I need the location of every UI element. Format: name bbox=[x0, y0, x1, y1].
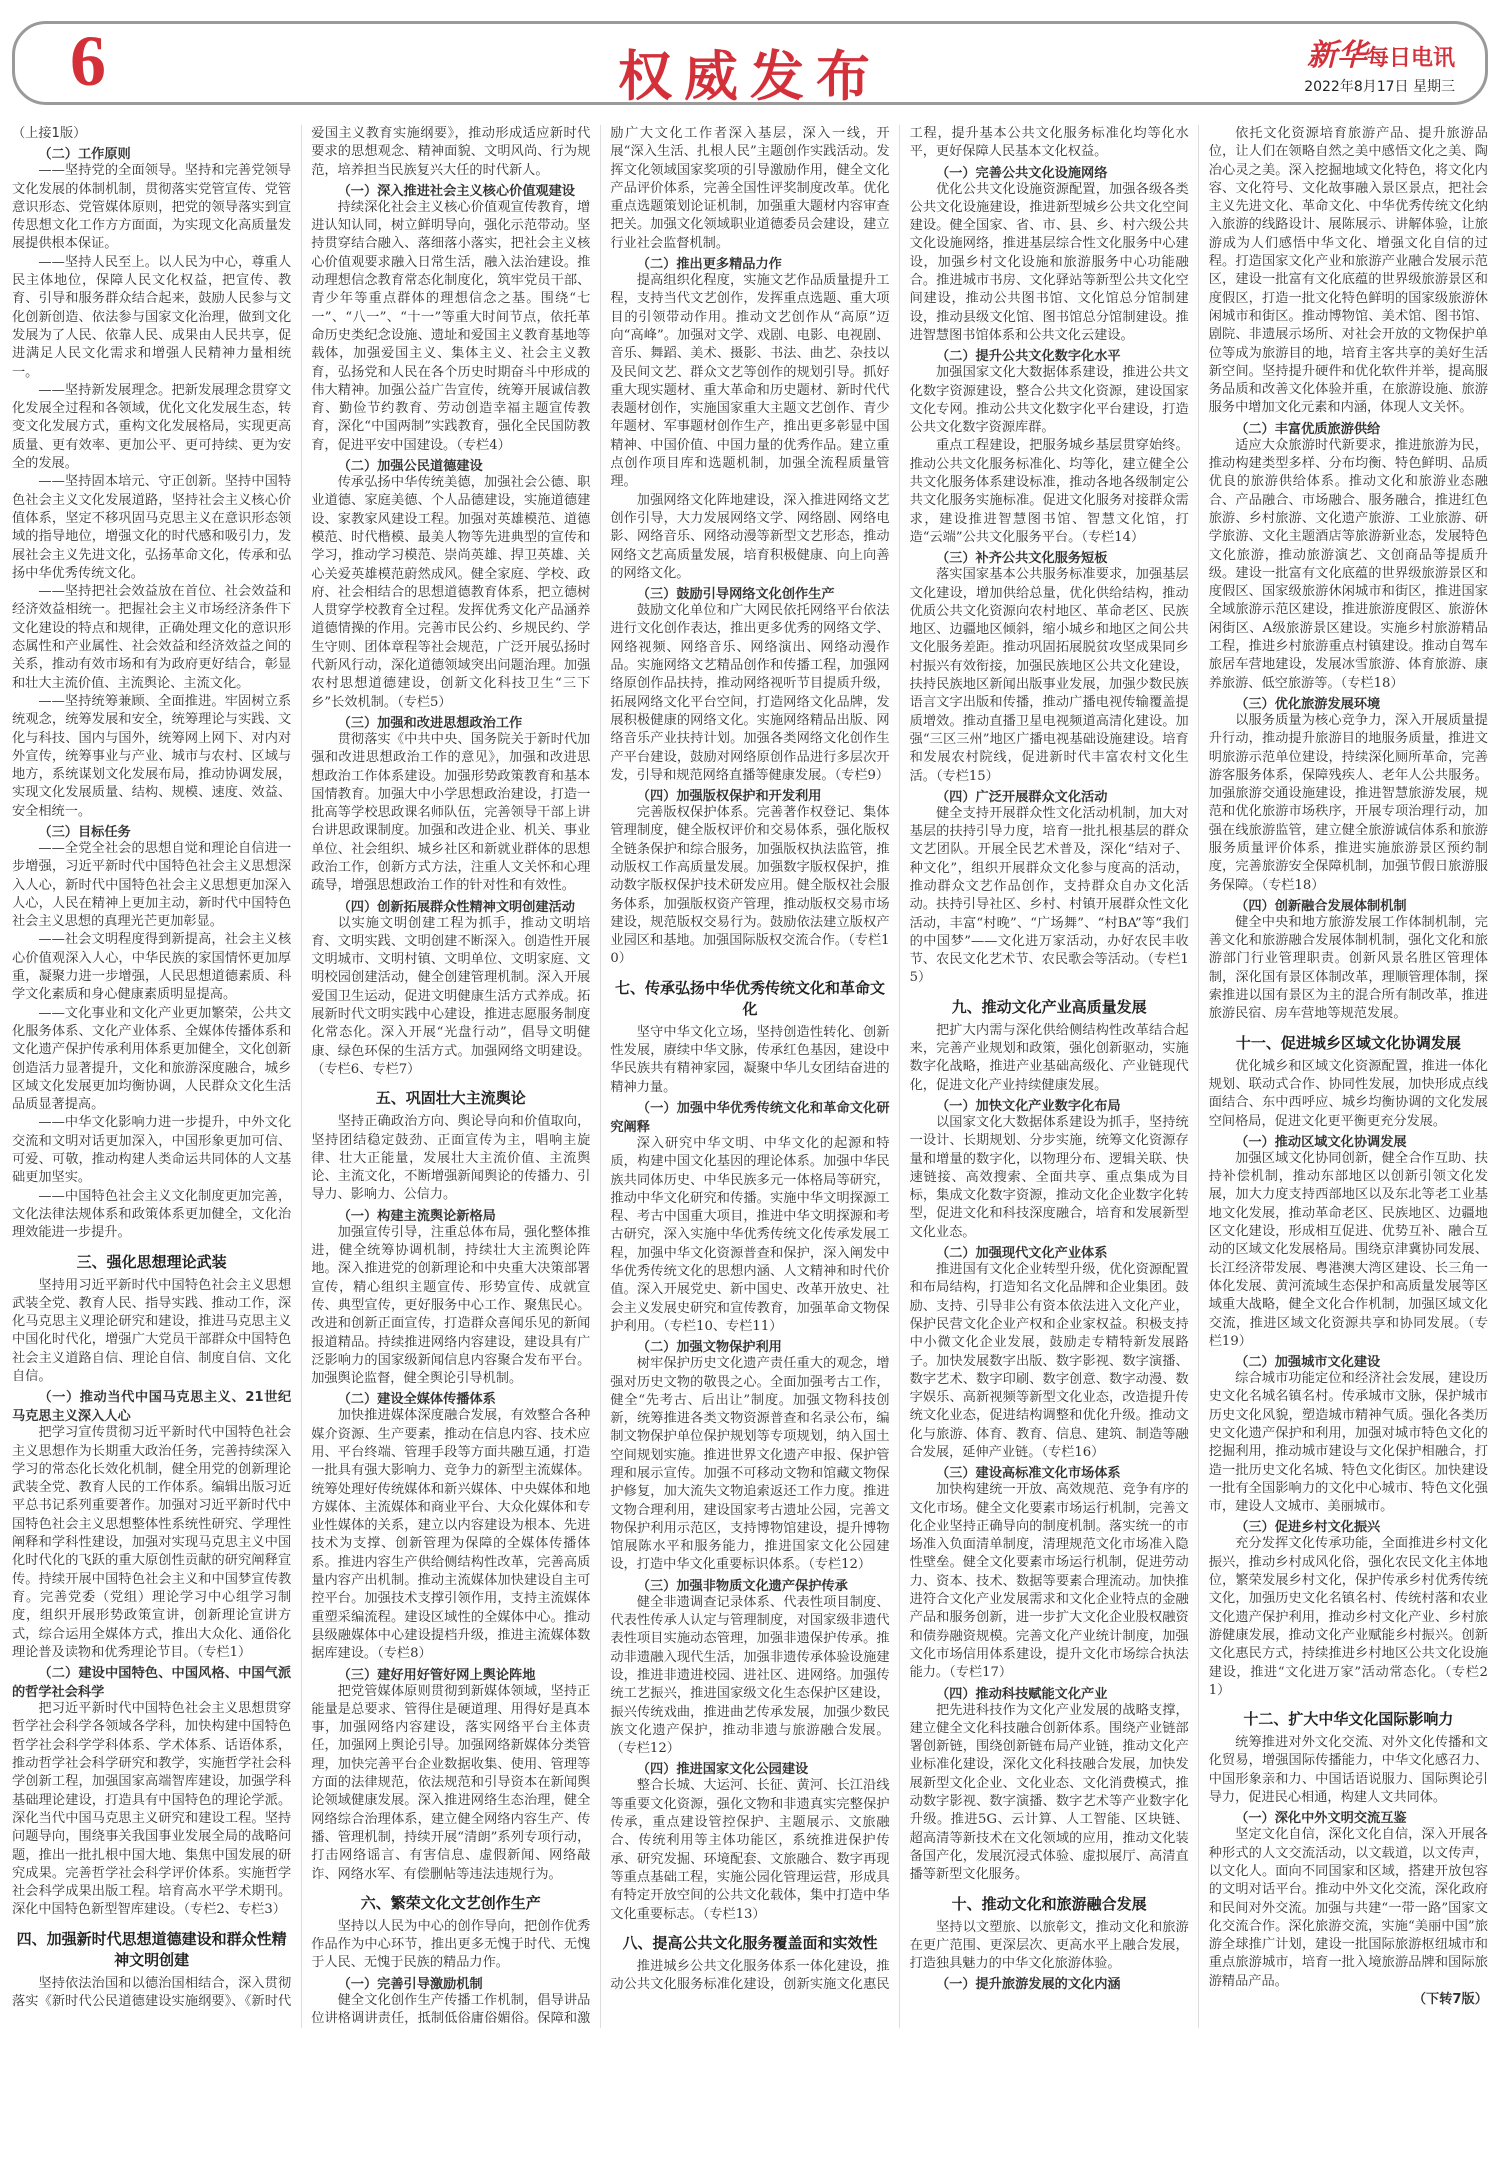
subsection-heading: （三）加强和改进思想政治工作 bbox=[337, 715, 523, 731]
article-body bbox=[12, 125, 1488, 2028]
subsection-heading: （一）加强中华优秀传统文化和革命文化研究阐释 bbox=[610, 1100, 890, 1135]
subsection-heading: （一）提升旅游发展的文化内涵 bbox=[935, 1977, 1121, 1993]
subsection-heading: （一）推动当代中国马克思主义、21世纪马克思主义深入人心 bbox=[12, 1390, 292, 1425]
paragraph: 把先进科技作为文化产业发展的战略支撑，建立健全文化科技融合创新体系。围绕产业链部署创新链，围绕创新链布局产业链，推动文化产业标准化建设，深化文化科技融合发展，加快发展新型文化企业、文化业态、文化消费模式，推动数字影视、数字演播、数字艺术等产业数字化升级。推进5G、云计算、人工智能、区块链、超高清等新技术在文化领域的应用，推动文化装备国产化，发展沉浸式体验、虚拟展厅、高清直播等新型文化服务。 bbox=[909, 1702, 1189, 1883]
paragraph: 把党管媒体原则贯彻到新媒体领域，坚持正能量是总要求、管得住是硬道理、用得好是真本事，加强网络内容建设，落实网络平台主体责任，加强网上舆论引导。加强网络新媒体分类管理，加快完善平台企业数据收集、使用、管理等方面的法律规范，依法规范和引导资本在新闻舆论领域健康发展。深入推进网络生态治理，健全网络综合治理体系，建立健全网络内容生产、传播、管理机制，持续开展“清朗”系列专项行动，打击网络谣言、有害信息、虚假新闻、网络敲诈、网络水军、有偿删帖等违法违规行为。 bbox=[311, 1683, 591, 1882]
subsection-heading: （一）加快文化产业数字化布局 bbox=[935, 1098, 1121, 1114]
paragraph: ——文化事业和文化产业更加繁荣，公共文化服务体系、文化产业体系、全媒体传播体系和文化遗产保护传承利用体系更加健全，文化创新创造活力显著提升，文化和旅游深度融合，城乡区域文化发展更加均衡协调，人民群众文化生活品质显著提高。 bbox=[12, 1005, 292, 1113]
paragraph: 健全中央和地方旅游发展工作体制机制，完善文化和旅游融合发展体制机制，强化文化和旅游部门行业管理职责。创新风景名胜区管理体制，深化国有景区体制改革，理顺管理体制，探索推进以国有景区为主的混合所有制改革，推进旅游民宿、房车营地等规范发展。 bbox=[1208, 914, 1488, 1022]
paragraph: ——坚持新发展理念。把新发展理念贯穿文化发展全过程和各领域，优化文化发展生态，转变文化发展方式，重构文化发展格局，实现更高质量、更有效率、更加公平、更可持续、更为安全的发展。 bbox=[12, 382, 292, 472]
subsection-heading: （三）鼓励引导网络文化创作生产 bbox=[636, 587, 835, 603]
section-heading: 四、加强新时代思想道德建设和群众性精神文明创建 bbox=[16, 1929, 287, 1969]
subsection-heading: （三）建设高标准文化市场体系 bbox=[935, 1466, 1121, 1482]
paragraph: 适应大众旅游时代新要求，推进旅游为民，推动构建类型多样、分布均衡、特色鲜明、品质优良的旅游供给体系。推动文化和旅游业态融合、产品融合、市场融合、服务融合，推进红色旅游、乡村旅游、文化遗产旅游、工业旅游、研学旅游、文化主题酒店等旅游新业态，发展特色文化旅游，推动旅游演艺、文创商品等提质升级。建设一批富有文化底蕴的世界级旅游景区和度假区、国家级旅游休闲城市和街区，推进国家全域旅游示范区建设，推进旅游度假区、旅游休闲街区、A级旅游景区建设。实施乡村旅游精品工程，推进乡村旅游重点村镇建设。推动自驾车旅居车营地建设，发展冰雪旅游、体育旅游、康养旅游、低空旅游等。（专栏18） bbox=[1208, 437, 1488, 691]
subsection-heading: （二）提升公共文化数字化水平 bbox=[935, 349, 1121, 365]
continued-to: （下转7版） bbox=[1412, 1992, 1488, 2008]
paragraph: 完善版权保护体系。完善著作权登记、集体管理制度，健全版权评价和交易体系，强化版权全链条保护和综合服务，加强版权执法监管，推动版权工作高质量发展。加强数字版权保护，推动数字版权保护技术研发应用。健全版权社会服务体系，加强版权资产管理，推动版权交易市场建设，规范版权交易行为。鼓励依法建立版权产业园区和基地。加强国际版权交流合作。（专栏10） bbox=[610, 805, 890, 967]
paragraph: 重点工程建设，把服务城乡基层贯穿始终。推动公共文化服务标准化、均等化，建立健全公共文化服务体系建设标准，推动各地各级制定公共文化服务实施标准。促进文化服务对接群众需求，建设推进智慧图书馆、智慧文化馆，打造“云端”公共文化服务平台。（专栏14） bbox=[909, 438, 1189, 545]
paragraph: 坚持依法治国和以德治国相结合，深入贯彻落实《新时代公民道德建设实施纲要》、《新时代爱国主义教育实施纲要》，推动形成适应新时代要求的思想观念、精神面貌、文明风尚、行为规范，培养担当民族复兴大任的时代新人。 bbox=[12, 126, 591, 2010]
paragraph: ——坚持人民至上。以人民为中心，尊重人民主体地位，保障人民文化权益，把宣传、教育、引导和服务群众结合起来，鼓励人民参与文化创新创造、依法参与国家文化治理，做到文化发展为了人民、依靠人民、成果由人民共享，促进满足人民文化需求和增强人民精神力量相统一。 bbox=[12, 254, 292, 380]
paragraph: 统筹推进对外文化交流、对外文化传播和文化贸易，增强国际传播能力，中华文化感召力、中国形象亲和力、中国话语说服力、国际舆论引导力，促进民心相通，构建人文共同体。 bbox=[1208, 1735, 1488, 1806]
paragraph: 树牢保护历史文化遗产责任重大的观念，增强对历史文物的敬畏之心。全面加强考古工作，健全“先考古、后出让”制度。加强文物科技创新，统筹推进各类文物资源普查和名录公布，编制文物保护单位保护规划等专项规划，纳入国土空间规划实施。推进世界文化遗产申报、保护管理和展示宣传。加强不可移动文物和馆藏文物保护修复，加大流失文物追索返还工作力度。推进文物合理利用，建设国家考古遗址公园，完善文物保护利用示范区，支持博物馆建设，提升博物馆展陈水平和服务能力，推进国家文化公园建设，打造中华文化重要标识体系。（专栏12） bbox=[610, 1356, 890, 1573]
paragraph: 以服务质量为核心竞争力，深入开展质量提升行动，推动提升旅游目的地服务质量，推进文明旅游示范单位建设，持续深化厕所革命，完善游客服务体系，保障残疾人、老年人公共服务。加强旅游交通设施建设，推进智慧旅游发展，规范和优化旅游市场秩序，开展专项治理行动，加强在线旅游监管，建立健全旅游诚信体系和旅游服务质量评价体系，推进实施旅游景区预约制度，完善旅游安全保障机制，加强节假日旅游服务保障。（专栏18） bbox=[1208, 712, 1488, 893]
section-heading: 十、推动文化和旅游融合发展 bbox=[951, 1894, 1147, 1913]
subsection-heading: （三）目标任务 bbox=[38, 824, 131, 840]
continued-from: （上接1版） bbox=[12, 126, 87, 141]
subsection-heading: （二）加强公民道德建设 bbox=[337, 459, 483, 475]
subsection-heading: （四）加强版权保护和开发利用 bbox=[636, 789, 822, 805]
paragraph: ——坚持统筹兼顾、全面推进。牢固树立系统观念，统筹发展和安全，统筹理论与实践、文化与科技、国内与国外，统筹网上网下、对内对外宣传，统筹事业与产业、城市与农村、区域与地方，系统谋划文化发展布局，推动协调发展，实现文化发展质量、结构、规模、速度、效益、安全相统一。 bbox=[12, 693, 292, 819]
paragraph: 健全非遗调查记录体系、代表性项目制度、代表性传承人认定与管理制度，对国家级非遗代表性项目实施动态管理，加强非遗保护传承。推动非遗融入现代生活，加强非遗传承体验设施建设，推进非遗进校园、进社区、进网络。加强传统工艺振兴，推进国家级文化生态保护区建设，振兴传统戏曲，推进曲艺传承发展，加强少数民族文化遗产保护，推动非遗与旅游融合发展。（专栏12） bbox=[610, 1594, 890, 1757]
paragraph: 整合长城、大运河、长征、黄河、长江沿线等重要文化资源，强化文物和非遗真实完整保护传承，重点建设管控保护、主题展示、文旅融合、传统利用等主体功能区，系统推进保护传承、研究发掘、环境配套、文旅融合、数字再现等重点基础工程，实施公园化管理运营，形成具有特定开放空间的公共文化载体，集中打造中华文化重要标志。（专栏13） bbox=[610, 1778, 890, 1922]
paragraph: 加强宣传引导，注重总体布局，强化整体推进，健全统筹协调机制，持续壮大主流舆论阵地。深入推进党的创新理论和中央重大决策部署宣传，精心组织主题宣传、形势宣传、成就宣传、典型宣传，更好服务中心工作、聚焦民心。改进和创新正面宣传，打造群众喜闻乐见的新闻报道精品。持续推进网络内容建设，建设具有广泛影响力的国家级新闻信息内容聚合发布平台。加强舆论监督，健全舆论引导机制。 bbox=[311, 1224, 591, 1387]
paragraph: 传承弘扬中华传统美德，加强社会公德、职业道德、家庭美德、个人品德建设，实施道德建设、家教家风建设工程。加强对英雄模范、道德模范、时代楷模、最美人物等先进典型的宣传和学习，推动学习模范、崇尚英雄、捍卫英雄、关心关爱英雄模范蔚然成风。健全家庭、学校、政府、社会相结合的思想道德教育体系，把立德树人贯穿学校教育全过程。发挥优秀文化产品涵养道德情操的作用。完善市民公约、乡规民约、学生守则、团体章程等社会规范，广泛开展弘扬时代新风行动，深化道德领域突出问题治理。加强农村思想道德建设，创新文化科技卫生“三下乡”长效机制。（专栏5） bbox=[311, 475, 591, 710]
section-heading: 三、强化思想理论武装 bbox=[76, 1252, 227, 1271]
paragraph: 优化城乡和区域文化资源配置，推进一体化规划、联动式合作、协同性发展，加快形成点线面结合、东中西呼应、城乡均衡协调的文化发展空间格局，促进文化更平衡更充分发展。 bbox=[1208, 1058, 1488, 1129]
issue-date: 2022年8月17日 星期三 bbox=[1304, 79, 1455, 95]
paragraph: 加强区域文化协同创新，健全合作互助、扶持补偿机制，推动东部地区以创新引领文化发展，加大力度支持西部地区以及东北等老工业基地文化发展，推动革命老区、民族地区、边疆地区文化建设，形成相互促进、优势互补、融合互动的区域文化发展格局。围绕京津冀协同发展、长江经济带发展、粤港澳大湾区建设、长三角一体化发展、黄河流域生态保护和高质量发展等区域重大战略，健全文化合作机制，加强区域文化交流，推进区域文化资源共享和协同发展。（专栏19） bbox=[1208, 1150, 1488, 1349]
paragraph: 以实施文明创建工程为抓手，推动文明培育、文明实践、文明创建不断深入。创造性开展文明城市、文明村镇、文明单位、文明家庭、文明校园创建活动，健全创建管理机制。深入开展爱国卫生运动，促进文明健康生活方式养成。拓展新时代文明实践中心建设，推进志愿服务制度化常态化。深入开展“光盘行动”，倡导文明健康、绿色环保的生活方式。加强网络文明建设。（专栏6、专栏7） bbox=[311, 915, 591, 1077]
paragraph: 加快推进媒体深度融合发展，有效整合各种媒介资源、生产要素，推动在信息内容、技术应用、平台终端、管理手段等方面共融互通，打造一批具有强大影响力、竞争力的新型主流媒体。统筹处理好传统媒体和新兴媒体、中央媒体和地方媒体、主流媒体和商业平台、大众化媒体和专业性媒体的关系，建立以内容建设为根本、先进技术为支撑、创新管理为保障的全媒体传播体系。推进内容生产供给侧结构性改革，完善高质量内容产出机制。推动主流媒体加快建设自主可控平台。加强技术支撑引领作用，支持主流媒体重塑采编流程。建设区域性的全媒体中心。推动县级融媒体中心建设提档升级，推进主流媒体数据库建设。（专栏8） bbox=[311, 1408, 591, 1662]
subsection-heading: （四）创新拓展群众性精神文明创建活动 bbox=[337, 899, 575, 915]
paragraph: 把学习宣传贯彻习近平新时代中国特色社会主义思想作为长期重大政治任务，完善持续深入学习的常态化长效化机制，健全用党的创新理论武装全党、教育人民的工作体系。编辑出版习近平总书记系列重要著作。加强对习近平新时代中国特色社会主义思想整体性系统性研究、学理性阐释和学科性建设，加强对实现马克思主义中国化时代化的飞跃的重大原创性贡献的研究阐释宣传。持续开展中国特色社会主义和中国梦宣传教育。完善党委（党组）理论学习中心组学习制度，组织开展形势政策宣讲，创新理论宣讲方式，综合运用全媒体方式，推出大众化、通俗化理论普及读物和优秀理论节目。（专栏1） bbox=[12, 1425, 292, 1660]
paragraph: ——坚持固本培元、守正创新。坚持中国特色社会主义文化发展道路，坚持社会主义核心价值体系，坚定不移巩固马克思主义在意识形态领域的指导地位，增强文化的时代感和吸引力，发展社会主义先进文化，弘扬革命文化，传承和弘扬中华优秀传统文化。 bbox=[12, 474, 292, 581]
paragraph: 加强国家文化大数据体系建设，推进公共文化数字资源建设，整合公共文化资源，建设国家文化专网。推动公共文化数字化平台建设，打造公共文化数字资源库群。 bbox=[909, 365, 1189, 436]
section-heading: 五、巩固壮大主流舆论 bbox=[375, 1089, 526, 1108]
paragraph: 以国家文化大数据体系建设为抓手，坚持统一设计、长期规划、分步实施，统筹文化资源存量和增量的数字化，以物理分布、逻辑关联、快速链接、高效搜索、全面共享、重点集成为目标，集成文化数字资源，推动文化企业数字化转型，促进文化和科技深度融合，培育和发展新型文化业态。 bbox=[909, 1114, 1189, 1240]
paragraph: 提高组织化程度，实施文艺作品质量提升工程，支持当代文艺创作，发挥重点选题、重大项目的引领带动作用。推动文艺创作从“高原”迈向“高峰”。加强对文学、戏剧、电影、电视剧、音乐、舞蹈、美术、摄影、书法、曲艺、杂技以及民间文艺、群众文艺等创作的规划引导。抓好重大现实题材、重大革命和历史题材、新时代代表题材创作，实施国家重大主题文艺创作、青少年题材、军事题材创作生产，推出更多彰显中国精神、中国价值、中国力量的优秀作品。建立重点创作项目库和选题机制，加强全流程质量管理。 bbox=[610, 273, 890, 490]
subsection-heading: （二）建设中国特色、中国风格、中国气派的哲学社会科学 bbox=[12, 1666, 292, 1701]
paragraph: 坚持以文塑旅、以旅彰文，推动文化和旅游在更广范围、更深层次、更高水平上融合发展，打造独具魅力的中华文化旅游体验。 bbox=[909, 1919, 1189, 1972]
paragraph: ——全党全社会的思想自觉和理论自信进一步增强，习近平新时代中国特色社会主义思想深入人心，新时代中国特色社会主义思想更加深入人心，人民在精神上更加主动，新时代中国特色社会主义思想的真理光芒更加彰显。 bbox=[12, 840, 292, 930]
subsection-heading: （三）促进乡村文化振兴 bbox=[1235, 1520, 1381, 1536]
paragraph: 优化公共文化设施资源配置，加强各级各类公共文化设施建设，推进新型城乡公共文化空间建设。健全国家、省、市、县、乡、村六级公共文化设施网络，推进基层综合性文化服务中心建设，加强乡村文化设施和旅游服务中心功能融合。推进城市书房、文化驿站等新型公共文化空间建设，推动公共图书馆、文化馆总分馆制建设，推动县级文化馆、图书馆总分馆制建设。推进智慧图书馆体系和公共文化云建设。 bbox=[909, 181, 1189, 343]
paragraph: ——社会文明程度得到新提高，社会主义核心价值观深入人心，中华民族的家国情怀更加厚重，凝聚力进一步增强，人民思想道德素质、科学文化素质和身心健康素质明显提高。 bbox=[12, 932, 292, 1003]
subsection-heading: （四）创新融合发展体制机制 bbox=[1235, 898, 1407, 914]
paragraph: 落实国家基本公共服务标准要求，加强基层文化建设，增加供给总量，优化供给结构，推动优质公共文化资源向农村地区、革命老区、民族地区、边疆地区倾斜，缩小城乡和地区之间公共文化服务差距。推动巩固拓展脱贫攻坚成果同乡村振兴有效衔接，加强民族地区公共文化建设，扶持民族地区新闻出版事业发展，加强少数民族语言文字出版和传播，推动广播电视传输覆盖提质增效。推动直播卫星电视频道高清化建设。加强“三区三州”地区广播电视基础设施建设。培育和发展农村院线，促进新时代丰富农村文化生活。（专栏15） bbox=[909, 567, 1189, 784]
paragraph: 推进国有文化企业转型升级，优化资源配置和布局结构，打造知名文化品牌和企业集团。鼓励、支持、引导非公有资本依法进入文化产业，保护民营文化企业产权和企业家权益。积极支持中小微文化企业发展，鼓励走专精特新发展路子。加快发展数字出版、数字影视、数字演播、数字艺术、数字印刷、数字创意、数字动漫、数字娱乐、高新视频等新型文化业态，改造提升传统文化业态，促进结构调整和优化升级。推动文化与旅游、体育、教育、信息、建筑、制造等融合发展，延伸产业链。（专栏16） bbox=[909, 1262, 1189, 1460]
paragraph: ——中国特色社会主义文化制度更加完善，文化法律法规体系和政策体系更加健全，文化治理效能进一步提升。 bbox=[12, 1188, 292, 1241]
paragraph: ——中华文化影响力进一步提升，中外文化交流和文明对话更加深入，中国形象更加可信、可爱、可敬，推动构建人类命运共同体的人文基础更加坚实。 bbox=[12, 1115, 292, 1186]
paragraph: 推进城乡公共文化服务体系一体化建设，推动公共文化服务标准化建设，创新实施文化惠民工程，提升基本公共文化服务标准化均等化水平，更好保障人民基本文化权益。 bbox=[610, 126, 1189, 1993]
subsection-heading: （二）建设全媒体传播体系 bbox=[337, 1392, 496, 1408]
section-heading: 八、提高公共文化服务覆盖面和实效性 bbox=[622, 1933, 878, 1952]
subsection-heading: （三）建好用好管好网上舆论阵地 bbox=[337, 1667, 536, 1683]
paragraph: 持续深化社会主义核心价值观宣传教育，增进认知认同，树立鲜明导向，强化示范带动。坚持贯穿结合融入、落细落小落实，把社会主义核心价值观要求融入日常生活，融入法治建设。推动理想信念教育常态化制度化，筑牢党员干部、青少年等重点群体的理想信念之基。围绕“七一”、“八一”、“十一”等重大时间节点，依托革命历史类纪念设施、遗址和爱国主义教育基地等载体，加强爱国主义、集体主义、社会主义教育，弘扬党和人民在各个历史时期奋斗中形成的伟大精神。加强公益广告宣传，统筹开展诚信教育、勤俭节约教育、劳动创造幸福主题宣传教育，深化“中国两制”实践教育，强化全民国防教育，促进平安中国建设。（专栏4） bbox=[311, 199, 591, 453]
section-heading: 九、推动文化产业高质量发展 bbox=[951, 997, 1147, 1016]
masthead bbox=[12, 21, 1488, 108]
section-heading: 七、传承弘扬中华优秀传统文化和革命文化 bbox=[614, 978, 885, 1018]
paragraph: ——坚持把社会效益放在首位、社会效益和经济效益相统一。把握社会主义市场经济条件下文化建设的特点和规律，正确处理文化的意识形态属性和产业属性、社会效益和经济效益之间的关系，推动有效市场和有为政府更好结合，彰显和壮大主流价值、主流舆论、主流文化。 bbox=[12, 584, 292, 691]
paragraph: 加快构建统一开放、高效规范、竞争有序的文化市场。健全文化要素市场运行机制，完善文化企业坚持正确导向的制度机制。落实统一的市场准入负面清单制度，清理规范文化市场准入隐性壁垒。健全文化要素市场运行机制，促进劳动力、资本、技术、数据等要素合理流动。加快推进符合文化产业发展需求和文化企业特点的金融产品和服务创新，进一步扩大文化企业股权融资和债券融资规模。完善文化产业统计制度，加强文化市场信用体系建设，提升文化市场综合执法能力。（专栏17） bbox=[909, 1482, 1189, 1681]
paragraph: 依托文化资源培育旅游产品、提升旅游品位，让人们在领略自然之美中感悟文化之美、陶冶心灵之美。深入挖掘地域文化特色，将文化内容、文化符号、文化故事融入景区景点，把社会主义先进文化、革命文化、中华优秀传统文化纳入旅游的线路设计、展陈展示、讲解体验，让旅游成为人们感悟中华文化、增强文化自信的过程。打造国家文化产业和旅游产业融合发展示范区，建设一批富有文化底蕴的世界级旅游景区和度假区，打造一批文化特色鲜明的国家级旅游休闲城市和街区。推动博物馆、美术馆、图书馆、剧院、非遗展示场所、对社会开放的文物保护单位等成为旅游目的地，培育主客共享的美好生活新空间。坚持提升硬件和优化软件并举，提高服务品质和改善文化体验并重，在旅游设施、旅游服务中增加文化元素和内涵，体现人文关怀。 bbox=[1208, 126, 1488, 416]
section-heading: 十二、扩大中华文化国际影响力 bbox=[1243, 1710, 1454, 1729]
subsection-heading: （四）广泛开展群众文化活动 bbox=[935, 789, 1108, 805]
subsection-heading: （一）完善公共文化设施网络 bbox=[935, 165, 1108, 181]
subsection-heading: （四）推动科技赋能文化产业 bbox=[935, 1686, 1108, 1702]
subsection-heading: （一）推动区域文化协调发展 bbox=[1235, 1134, 1407, 1150]
paragraph: 综合城市功能定位和经济社会发展，建设历史文化名城名镇名村。传承城市文脉，保护城市历史文化风貌，塑造城市精神气质。强化各类历史文化遗产保护和利用，加强对城市特色文化的挖掘利用，推动城市建设与文化保护相融合，打造一批历史文化名城、特色文化街区。加快建设一批有全国影响力的文化中心城市、特色文化强市，建设人文城市、美丽城市。 bbox=[1208, 1371, 1488, 1515]
paragraph: 坚持以人民为中心的创作导向，把创作优秀作品作为中心环节，推出更多无愧于时代、无愧于人民、无愧于民族的精品力作。 bbox=[311, 1918, 591, 1971]
subsection-heading: （二）丰富优质旅游供给 bbox=[1235, 421, 1381, 437]
paragraph: 加强网络文化阵地建设，深入推进网络文艺创作引导，大力发展网络文学、网络剧、网络电影、网络音乐、网络动漫等新型文艺形态，推动网络文艺高质量发展，培育积极健康、向上向善的网络文化。 bbox=[610, 492, 890, 581]
subsection-heading: （三）加强非物质文化遗产保护传承 bbox=[636, 1578, 848, 1594]
paragraph: 坚持正确政治方向、舆论导向和价值取向，坚持团结稳定鼓劲、正面宣传为主，唱响主旋律、壮大正能量，发展壮大主流价值、主流舆论、主流文化，不断增强新闻舆论的传播力、引导力、影响力、公信力。 bbox=[311, 1114, 591, 1203]
section-title: 权威发布 bbox=[618, 45, 882, 108]
subsection-heading: （二）加强城市文化建设 bbox=[1235, 1355, 1381, 1371]
subsection-heading: （一）完善引导激励机制 bbox=[337, 1976, 483, 1992]
subsection-heading: （四）推进国家文化公园建设 bbox=[636, 1762, 809, 1778]
subsection-heading: （一）深化中外文明交流互鉴 bbox=[1235, 1811, 1407, 1827]
subsection-heading: （一）构建主流舆论新格局 bbox=[337, 1208, 496, 1224]
paragraph: 坚守中华文化立场，坚持创造性转化、创新性发展，赓续中华文脉，传承红色基因，建设中华民族共有精神家园，凝聚中华儿女团结奋进的精神力量。 bbox=[610, 1024, 890, 1095]
brand-name: 每日电讯 bbox=[1366, 46, 1455, 71]
subsection-heading: （二）加强现代文化产业体系 bbox=[935, 1246, 1108, 1262]
brand-logo-script: 新华 bbox=[1306, 38, 1367, 73]
paragraph: 贯彻落实《中共中央、国务院关于新时代加强和改进思想政治工作的意见》，加强和改进思想政治工作体系建设。加强形势政策教育和基本国情教育。加强大中小学思想政治建设，打造一批高等学校思政课名师队伍，完善领导干部上讲台讲思政课制度。加强和改进企业、机关、事业单位、社会组织、城乡社区和新就业群体的思想政治工作，创新方式方法，注重人文关怀和心理疏导，增强思想政治工作的针对性和有效性。 bbox=[311, 731, 591, 894]
paragraph: 深入研究中华文明、中华文化的起源和特质，构建中国文化基因的理论体系。加强中华民族共同体历史、中华民族多元一体格局等研究，推动中华文化研究和传播。实施中华文明探源工程、考古中国重大项目，推进中华文明探源和考古研究，深入实施中华优秀传统文化传承发展工程，加强中华文化资源普查和保护，深入阐发中华优秀传统文化的思想内涵、人文精神和时代价值。深入开展党史、新中国史、改革开放史、社会主义发展史研究和宣传教育，加强革命文物保护利用。（专栏10、专栏11） bbox=[610, 1135, 890, 1334]
section-heading: 十一、促进城乡区域文化协调发展 bbox=[1235, 1033, 1461, 1052]
subsection-heading: （三）优化旅游发展环境 bbox=[1235, 696, 1381, 712]
paragraph: 坚定文化自信，深化文化自信，深入开展各种形式的人文交流活动，以文载道，以文传声，以文化人。面向不同国家和区域，搭建开放包容的文明对话平台。推动中外文化交流，深化政府和民间对外交流。加强与共建“一带一路”国家文化交流合作。深化旅游交流，实施“美丽中国”旅游全球推广计划，建设一批国际旅游枢纽城市和重点旅游城市，培育一批入境旅游品牌和国际旅游精品产品。 bbox=[1208, 1827, 1488, 1989]
paragraph: 把习近平新时代中国特色社会主义思想贯穿哲学社会科学各领域各学科，加快构建中国特色哲学社会科学学科体系、学术体系、话语体系，推动哲学社会科学研究和教学，实施哲学社会科学创新工程，加强国家高端智库建设，加强学科基础理论建设，打造具有中国特色的理论学派。深化当代中国马克思主义研究和建设工程。坚持问题导向，围绕事关我国事业发展全局的战略问题，推出一批扎根中国大地、集焦中国发展的研究成果。完善哲学社会科学评价体系。实施哲学社会科学成果出版工程。培育高水平学术期刊。深化中国特色新型智库建设。（专栏2、专栏3） bbox=[12, 1701, 292, 1918]
subsection-heading: （二）推出更多精品力作 bbox=[636, 257, 782, 273]
newspaper-brand bbox=[1304, 30, 1455, 96]
paragraph: 健全支持开展群众性文化活动机制，加大对基层的扶持引导力度，培育一批扎根基层的群众文艺团队。开展全民艺术普及，深化“结对子、种文化”，组织开展群众文化参与度高的活动，推动群众文艺作品创作，支持群众自办文化活动。扶持引导社区、乡村、村镇开展群众性文化活动，丰富“村晚”、“广场舞”、“村BA”等“我们的中国梦”——文化进万家活动，办好农民丰收节、农民文化艺术节、农民歌会等活动。（专栏15） bbox=[909, 805, 1189, 986]
subsection-heading: （二）加强文物保护利用 bbox=[636, 1340, 782, 1356]
section-heading: 六、繁荣文化文艺创作生产 bbox=[360, 1893, 541, 1912]
paragraph: 鼓励文化单位和广大网民依托网络平台依法进行文化创作表达，推出更多优秀的网络文学、网络视频、网络音乐、网络演出、网络动漫作品。实施网络文艺精品创作和传播工程，加强网络原创作品扶持，推动网络视听节目提质升级，拓展网络文化平台空间，打造网络文化品牌，发展积极健康的网络文化。实施网络精品出版、网络音乐产业扶持计划。加强各类网络文化创作生产平台建设，鼓励对网络原创作品进行多层次开发，引导和规范网络直播等健康发展。（专栏9） bbox=[610, 603, 890, 783]
subsection-heading: （三）补齐公共文化服务短板 bbox=[935, 551, 1108, 567]
paragraph: ——坚持党的全面领导。坚持和完善党领导文化发展的体制机制，贯彻落实党管宣传、党管意识形态、党管媒体原则，把党的领导落实到宣传思想文化工作方方面面，为实现文化高质量发展提供根本保证。 bbox=[12, 163, 292, 252]
paragraph: 充分发挥文化传承功能，全面推进乡村文化振兴，推动乡村成风化俗，强化农民文化主体地位，繁荣发展乡村文化，保护传承乡村优秀传统文化，加强历史文化名镇名村、传统村落和农业文化遗产保护利用，推动乡村文化产业、乡村旅游健康发展，推动文化产业赋能乡村振兴。创新文化惠民方式，持续推进乡村地区公共文化设施建设，推进“文化进万家”活动常态化。（专栏21） bbox=[1208, 1536, 1488, 1698]
paragraph: 坚持用习近平新时代中国特色社会主义思想武装全党、教育人民、指导实践、推动工作，深化马克思主义理论研究和建设，推进马克思主义中国化时代化，增强广大党员干部群众中国特色社会主义道路自信、理论自信、制度自信、文化自信。 bbox=[12, 1277, 292, 1384]
page-number: 6 bbox=[70, 21, 106, 101]
paragraph: 健全文化创作生产传播工作机制，倡导讲品位讲格调讲责任，抵制低俗庸俗媚俗。保障和激励广大文化工作者深入基层，深入一线，开展“深入生活、扎根人民”主题创作实践活动。发挥文化领域国家奖项的引导激励作用，健全文化产品评价体系，完善全国性评奖制度改革。优化重点选题策划论证机制，加强重大题材内容审查把关。加强文化领域职业道德委员会建设，建立行业社会监督机制。 bbox=[311, 126, 890, 2027]
paragraph: 把扩大内需与深化供给侧结构性改革结合起来，完善产业规划和政策，强化创新驱动，实施数字化战略，推进产业基础高级化、产业链现代化，促进文化产业持续健康发展。 bbox=[909, 1022, 1189, 1093]
subsection-heading: （二）工作原则 bbox=[38, 147, 131, 163]
subsection-heading: （一）深入推进社会主义核心价值观建设 bbox=[337, 183, 575, 199]
brand-logo bbox=[1304, 30, 1455, 74]
